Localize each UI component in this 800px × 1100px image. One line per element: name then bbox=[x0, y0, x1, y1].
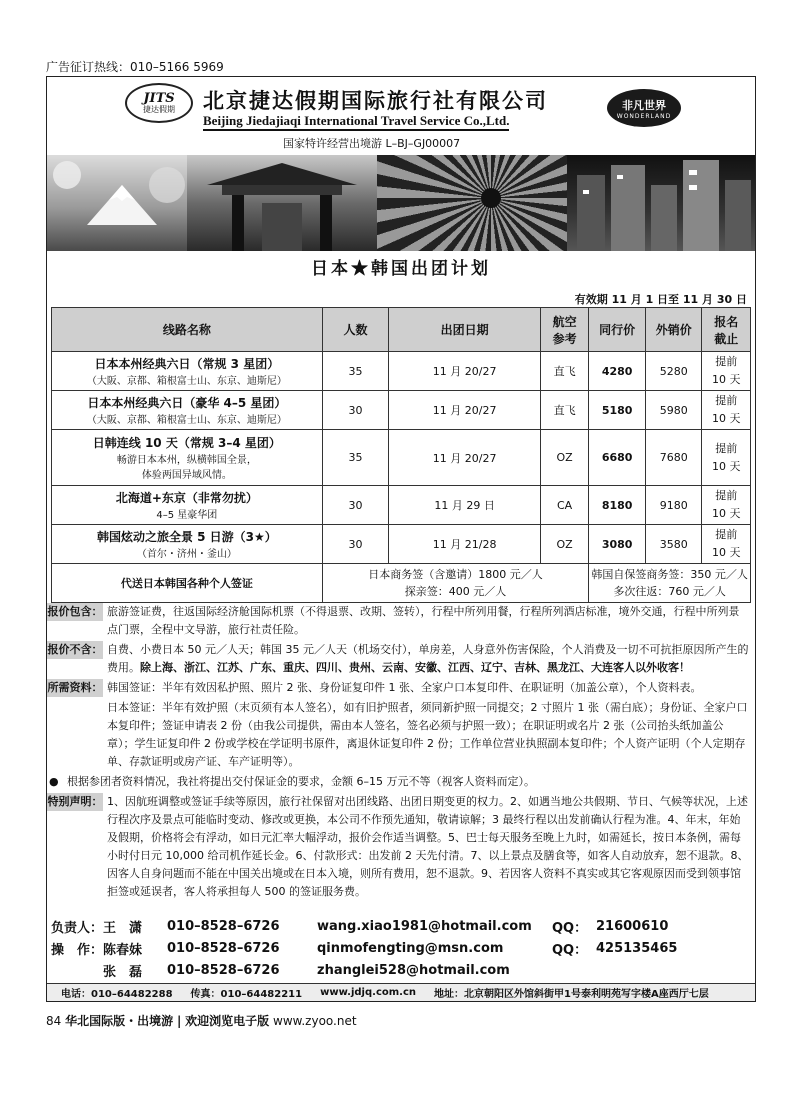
contact-role: 负责人： bbox=[51, 920, 104, 936]
contact-qq: 21600610 bbox=[596, 918, 669, 934]
contact-qq-label: QQ： bbox=[552, 920, 588, 936]
contact-phone: 010–8528–6726 bbox=[167, 962, 280, 978]
note-exclude-region: 除上海、浙江、江苏、广东、重庆、四川、贵州、云南、安徽、江西、辽宁、吉林、黑龙江、大连客人以外收客！ bbox=[140, 661, 690, 674]
umbrella-icon bbox=[377, 155, 567, 251]
contact-role: 操 作： bbox=[51, 942, 104, 958]
col-people: 人数 bbox=[322, 308, 389, 352]
note-exclude-body bbox=[107, 641, 755, 677]
note-special bbox=[47, 793, 755, 901]
sell-price-cell: 7680 bbox=[645, 430, 702, 486]
partner-logo bbox=[607, 89, 681, 127]
page-footer bbox=[46, 1012, 357, 1029]
visa-korea bbox=[589, 564, 751, 603]
route-table bbox=[51, 307, 751, 603]
note-docs-korea: 韩国签证：半年有效因私护照、照片 2 张、身份证复印件 1 张、全家户口本复印件、在职证明（加盖公章），个人资料表。 bbox=[107, 681, 702, 694]
note-exclude-text: 自费、小费日本 50 元／人天；韩国 35 元／人天（机场交付），单房差，人身意外伤害保险，个人消费及一切不可抗拒原因所产生的费用。 bbox=[107, 643, 749, 674]
route-desc: （首尔・济州・釜山） bbox=[136, 549, 237, 560]
deadline-line1: 提前 bbox=[715, 528, 738, 541]
visa-japan bbox=[322, 564, 589, 603]
date-cell: 11 月 20/27 bbox=[389, 391, 541, 430]
note-exclude-label: 报价不含： bbox=[47, 641, 103, 659]
people-cell: 35 bbox=[322, 352, 389, 391]
peer-price-cell: 8180 bbox=[589, 486, 646, 525]
photo-paper-umbrella bbox=[377, 155, 567, 251]
air-cell: 直飞 bbox=[540, 352, 588, 391]
note-docs bbox=[47, 679, 755, 697]
table-row bbox=[52, 352, 751, 391]
deadline-line2: 10 天 bbox=[711, 459, 741, 473]
visa-korea-multiple: 多次往返：760 元／人 bbox=[613, 585, 726, 598]
page-number: 84 bbox=[46, 1014, 62, 1028]
contact-email: wang.xiao1981@hotmail.com bbox=[317, 918, 532, 934]
sell-price-cell: 9180 bbox=[645, 486, 702, 525]
table-row bbox=[52, 391, 751, 430]
footer-address: 地址：北京朝阳区外馆斜街甲1号泰利明苑写字楼A座西厅七层 bbox=[434, 989, 709, 1000]
route-name: 韩国炫动之旅全景 5 日游（3★） bbox=[96, 530, 277, 544]
route-name: 日本本州经典六日（常规 3 星团） bbox=[94, 357, 280, 371]
note-include-label: 报价包含： bbox=[47, 603, 103, 621]
mount-fuji-icon bbox=[47, 155, 187, 251]
table-row bbox=[52, 486, 751, 525]
visa-japan-family: 探亲签：400 元／人 bbox=[404, 585, 507, 598]
visa-label: 代送日本韩国各种个人签证 bbox=[52, 564, 323, 603]
air-cell: 直飞 bbox=[540, 391, 588, 430]
contact-row bbox=[51, 915, 751, 937]
plan-title-bar bbox=[47, 251, 755, 291]
people-cell: 30 bbox=[322, 391, 389, 430]
contact-name: 张 磊 bbox=[103, 964, 143, 980]
col-peer-price: 同行价 bbox=[589, 308, 646, 352]
contact-qq-label: QQ： bbox=[552, 942, 588, 958]
note-docs-label: 所需资料： bbox=[47, 679, 103, 697]
partner-name-cn: 非凡世界 bbox=[622, 98, 666, 112]
note-special-text: 1、因航班调整或签证手续等原因，旅行社保留对出团线路、出团日期变更的权力。2、如遇当地公共假期、节日、气候等状况，上述行程次序及景点可能临时变动、修改或更换，本公司不作预先通知，敬请谅解；3 最终行程以出发前确认行程为准。4、年末，年始及假期，价格将会有浮动，如日元汇率大幅浮动，报价会作适当调整。5、巴士每天服务至晚上九时，如需延长，按日本条例，需每小时付日元 10,000 给司机作延长金。6、付款形式：出发前 2 天先付清。7、以上景点及膳食等，如客人自动放弃，恕不退款。8、因客人自身问题而不能在中国关出境或在日本入境，则所有费用，恕不退款。9、若因客人资料不真实或其它客观原因而受到领事馆拒签或延误者，客人将承担每人 500 的签证服务费。 bbox=[107, 795, 749, 898]
people-cell: 30 bbox=[322, 486, 389, 525]
deadline-line2: 10 天 bbox=[711, 373, 741, 386]
route-desc: （大阪、京都、箱根富士山、东京、迪斯尼） bbox=[86, 376, 287, 387]
plan-title: 日本★韩国出团计划 bbox=[311, 259, 491, 279]
ad-hotline: 广告征订热线：010–5166 5969 bbox=[46, 60, 224, 74]
deadline-cell bbox=[702, 430, 751, 486]
date-cell: 11 月 20/27 bbox=[389, 430, 541, 486]
route-name: 日韩连线 10 天（常规 3–4 星团） bbox=[92, 436, 281, 450]
contact-email: qinmofengting@msn.com bbox=[317, 940, 504, 956]
deadline-line2: 10 天 bbox=[711, 412, 741, 425]
deadline-line1: 提前 bbox=[715, 394, 738, 407]
visa-row bbox=[52, 564, 751, 603]
deadline-cell bbox=[702, 391, 751, 430]
air-cell: OZ bbox=[540, 430, 588, 486]
note-include bbox=[47, 603, 755, 639]
route-name: 日本本州经典六日（豪华 4–5 星团） bbox=[87, 396, 287, 410]
table-header-row bbox=[52, 308, 751, 352]
visa-korea-business: 韩国自保签商务签：350 元／人 bbox=[591, 568, 748, 581]
people-cell: 30 bbox=[322, 525, 389, 564]
contact-phone: 010–8528–6726 bbox=[167, 918, 280, 934]
note-include-text: 旅游签证费，往返国际经济舱国际机票（不得退票、改期、签转），行程中所列用餐，行程所列酒店标准，境外交通，行程中所列景点门票，全程中文导游，旅行社责任险。 bbox=[107, 605, 740, 636]
deadline-line2: 10 天 bbox=[711, 507, 741, 520]
air-cell: OZ bbox=[540, 525, 588, 564]
contact-qq: 425135465 bbox=[596, 940, 678, 956]
route-desc: 畅游日本本州，纵横韩国全景， bbox=[116, 455, 257, 466]
footer-separator: | bbox=[176, 1014, 182, 1028]
sell-price-cell: 5980 bbox=[645, 391, 702, 430]
contact-name: 王 潇 bbox=[103, 920, 143, 936]
contact-row bbox=[51, 937, 751, 959]
deadline-line1: 提前 bbox=[715, 441, 738, 455]
note-docs-japan: 日本签证：半年有效护照（末页须有本人签名），如有旧护照者，须同新护照一同提交；2 寸照片 1 张（需白底）；身份证、全家户口本复印件；签证申请表 2 份（由我公司提供，需由本人签名，签名必须与护照一致）；在职证明或名片 2 张（公司抬头纸加盖公章）；学生证复印件 2 份或学校在学证明书原件，离退休证复印件 2 份；工作单位营业执照副本复印件；个人资产证明（个人定期存单、存款证明或房产证、车产证明等）。 bbox=[107, 701, 748, 768]
deadline-line2: 10 天 bbox=[711, 546, 741, 559]
sell-price-cell: 5280 bbox=[645, 352, 702, 391]
date-cell: 11 月 21/28 bbox=[389, 525, 541, 564]
header bbox=[47, 77, 755, 155]
col-route: 线路名称 bbox=[52, 308, 323, 352]
footer-tel: 电话：010–64482288 bbox=[61, 989, 173, 1000]
visa-japan-business: 日本商务签（含邀请）1800 元／人 bbox=[368, 568, 543, 581]
notes-section bbox=[47, 603, 755, 903]
company-name-cn: 北京捷达假期国际旅行社有限公司 bbox=[203, 88, 548, 113]
peer-price-cell: 6680 bbox=[589, 430, 646, 486]
deadline-cell bbox=[702, 352, 751, 391]
note-deposit bbox=[49, 773, 755, 791]
air-cell: CA bbox=[540, 486, 588, 525]
footer-website[interactable]: www.jdjq.com.cn bbox=[320, 987, 417, 998]
contact-phone: 010–8528–6726 bbox=[167, 940, 280, 956]
logo-sub: 捷达假期 bbox=[143, 104, 175, 114]
sell-price-cell: 3580 bbox=[645, 525, 702, 564]
footer-site-link[interactable]: www.zyoo.net bbox=[273, 1014, 357, 1028]
company-name-en: Beijing Jiedajiaqi International Travel Service Co.,Ltd. bbox=[203, 113, 509, 131]
note-deposit-text: 根据参团者资料情况，我社将提出交付保证金的要求，金额 6–15 万元不等（视客人资料而定）。 bbox=[67, 775, 535, 788]
contact-row bbox=[51, 959, 751, 981]
peer-price-cell: 5180 bbox=[589, 391, 646, 430]
deadline-line1: 提前 bbox=[715, 489, 738, 502]
company-logo bbox=[125, 83, 193, 123]
photo-temple-gate bbox=[187, 155, 377, 251]
deadline-cell bbox=[702, 486, 751, 525]
col-air: 航空参考 bbox=[540, 308, 588, 352]
table-row bbox=[52, 525, 751, 564]
route-desc: 4–5 星豪华团 bbox=[156, 510, 218, 521]
footer-fax: 传真：010–64482211 bbox=[190, 989, 303, 1000]
note-exclude bbox=[47, 641, 755, 677]
route-desc: （大阪、京都、箱根富士山、东京、迪斯尼） bbox=[86, 415, 287, 426]
date-cell: 11 月 20/27 bbox=[389, 352, 541, 391]
route-name: 北海道+东京（非常勿扰） bbox=[115, 491, 258, 505]
route-desc-2: 体验两国异域风情。 bbox=[141, 470, 232, 481]
contacts-section bbox=[51, 915, 751, 981]
people-cell: 35 bbox=[322, 430, 389, 486]
city-night-icon bbox=[567, 155, 755, 251]
photo-mount-fuji bbox=[47, 155, 187, 251]
photo-city-night bbox=[567, 155, 755, 251]
col-deadline: 报名截止 bbox=[702, 308, 751, 352]
logo-text: JITS bbox=[143, 90, 175, 106]
deadline-line1: 提前 bbox=[715, 355, 738, 368]
deadline-cell bbox=[702, 525, 751, 564]
date-cell: 11 月 29 日 bbox=[389, 486, 541, 525]
ad-frame bbox=[46, 76, 756, 1002]
peer-price-cell: 3080 bbox=[589, 525, 646, 564]
footer-slogan: 欢迎浏览电子版 bbox=[185, 1014, 270, 1028]
col-date: 出团日期 bbox=[389, 308, 541, 352]
license-number: 国家特许经营出境游 L–BJ–GJ00007 bbox=[283, 137, 461, 150]
contact-email: zhanglei528@hotmail.com bbox=[317, 962, 510, 978]
partner-name-en: WONDERLAND bbox=[616, 112, 672, 120]
bullet-icon: ● bbox=[49, 775, 59, 788]
table-row bbox=[52, 430, 751, 486]
col-sell-price: 外销价 bbox=[645, 308, 702, 352]
photo-strip bbox=[47, 155, 755, 251]
contact-name: 陈春妹 bbox=[103, 942, 143, 958]
note-special-label: 特别声明： bbox=[47, 793, 103, 811]
validity-period: 有效期 11 月 1 日至 11 月 30 日 bbox=[574, 293, 747, 306]
footer-bar bbox=[47, 983, 755, 1001]
peer-price-cell: 4280 bbox=[589, 352, 646, 391]
temple-icon bbox=[187, 155, 377, 251]
publication-name: 华北国际版・出境游 bbox=[65, 1014, 174, 1028]
